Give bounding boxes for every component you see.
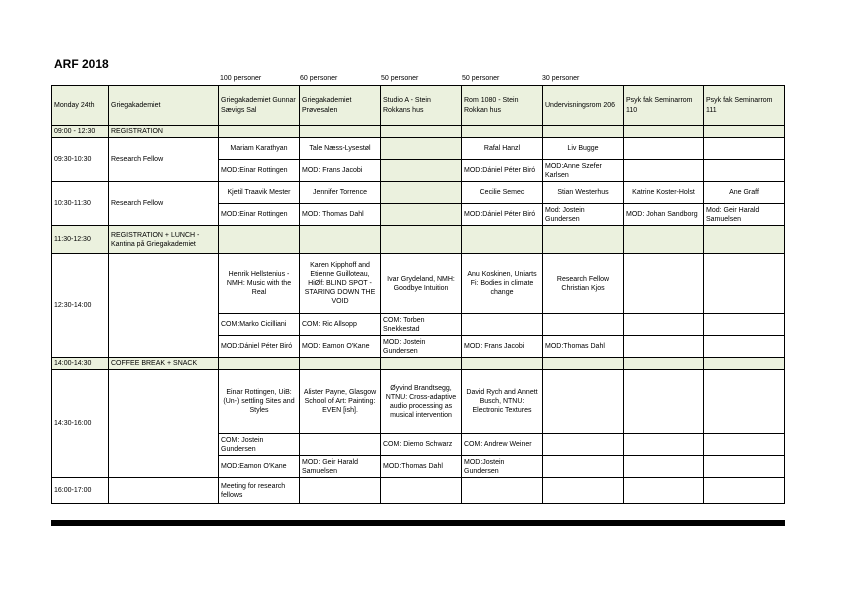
commentator-cell: COM: Diemo Schwarz	[381, 434, 462, 456]
moderator-cell: MOD:Einar Rottingen	[219, 204, 300, 226]
presenter-cell: Ane Graff	[704, 182, 785, 204]
header-room: Rom 1080 - Stein Rokkan hus	[462, 86, 543, 126]
moderator-cell: MOD:Einar Rottingen	[219, 160, 300, 182]
page-title: ARF 2018	[54, 57, 109, 71]
table-bottom-border	[51, 520, 785, 526]
time-cell: 11:30-12:30	[52, 226, 109, 254]
capacity-label: 100 personer	[220, 75, 262, 82]
time-cell: 14:30-16:00	[52, 370, 109, 478]
header-room: Undervisningsrom 206	[543, 86, 624, 126]
presenter-cell: Mariam Karathyan	[219, 138, 300, 160]
header-room: Psyk fak Seminarrom 111	[704, 86, 785, 126]
table-row	[52, 226, 785, 254]
commentator-cell: COM: Torben Snekkestad	[381, 314, 462, 336]
header-day: Monday 24th	[52, 86, 109, 126]
header-venue: Griegakademiet	[109, 86, 219, 126]
capacity-label: 30 personer	[542, 75, 580, 82]
table-row	[52, 126, 785, 138]
commentator-cell: COM: Jostein Gundersen	[219, 434, 300, 456]
table-row	[52, 138, 785, 160]
time-cell: 10:30-11:30	[52, 182, 109, 226]
moderator-cell: MOD: Johan Sandborg	[624, 204, 704, 226]
session-label: Research Fellow	[109, 138, 219, 182]
presenter-cell: Ivar Grydeland, NMH: Goodbye Intuition	[381, 254, 462, 314]
presenter-cell: Alister Payne, Glasgow School of Art: Painting: EVEN [ish].	[300, 370, 381, 434]
moderator-cell: MOD:Dániel Péter Biró	[219, 336, 300, 358]
presenter-cell: Anu Koskinen, Uniarts Fi: Bodies in climate change	[462, 254, 543, 314]
table-row	[52, 254, 785, 314]
moderator-cell: MOD: Geir Harald Samuelsen	[300, 456, 381, 478]
presenter-cell: David Rych and Annett Busch, NTNU: Electronic Textures	[462, 370, 543, 434]
moderator-cell: MOD:Thomas Dahl	[381, 456, 462, 478]
session-label: Research Fellow	[109, 182, 219, 226]
moderator-cell: MOD: Jostein Gundersen	[381, 336, 462, 358]
session-label: REGISTRATION + LUNCH - Kantina på Griegakademiet	[109, 226, 219, 254]
capacity-label: 50 personer	[381, 75, 419, 82]
presenter-cell: Liv Bugge	[543, 138, 624, 160]
commentator-cell: COM: Ric Allsopp	[300, 314, 381, 336]
time-cell: 09:00 - 12:30	[52, 126, 109, 138]
schedule-table	[51, 85, 785, 504]
time-cell: 09:30-10:30	[52, 138, 109, 182]
moderator-cell: MOD:Dániel Péter Biró	[462, 160, 543, 182]
header-room: Studio A - Stein Rokkans hus	[381, 86, 462, 126]
commentator-cell: COM: Andrew Weiner	[462, 434, 543, 456]
moderator-cell: MOD:Anne Szefer Karlsen	[543, 160, 624, 182]
moderator-cell: MOD:Jostein Gundersen	[462, 456, 543, 478]
header-room: Griegakademiet Gunnar Sævigs Sal	[219, 86, 300, 126]
moderator-cell: MOD: Frans Jacobi	[300, 160, 381, 182]
presenter-cell: Karen Kipphoff and Etienne Guilloteau, HiØf: BLIND SPOT - STARING DOWN THE VOID	[300, 254, 381, 314]
header-room: Psyk fak Seminarrom 110	[624, 86, 704, 126]
presenter-cell: Tale Næss-Lysestøl	[300, 138, 381, 160]
presenter-cell: Kjetil Traavik Mester	[219, 182, 300, 204]
time-cell: 14:00-14:30	[52, 358, 109, 370]
table-row	[52, 370, 785, 434]
capacity-label: 50 personer	[462, 75, 500, 82]
presenter-cell: Øyvind Brandtsegg, NTNU: Cross-adaptive audio processing as musical intervention	[381, 370, 462, 434]
header-row	[52, 86, 785, 126]
presenter-cell: Research Fellow Christian Kjos	[543, 254, 624, 314]
capacity-label: 60 personer	[300, 75, 338, 82]
presenter-cell: Meeting for research fellows	[219, 478, 300, 504]
presenter-cell: Cecilie Semec	[462, 182, 543, 204]
presenter-cell: Rafal Hanzl	[462, 138, 543, 160]
moderator-cell: MOD:Dániel Péter Biró	[462, 204, 543, 226]
presenter-cell: Einar Rottingen, UiB: (Un-) settling Sites and Styles	[219, 370, 300, 434]
table-row	[52, 182, 785, 204]
presenter-cell: Henrik Hellstenius - NMH: Music with the Real	[219, 254, 300, 314]
time-cell: 12:30-14:00	[52, 254, 109, 358]
moderator-cell: MOD: Frans Jacobi	[462, 336, 543, 358]
session-label: COFFEE BREAK + SNACK	[109, 358, 219, 370]
moderator-cell: Mod: Geir Harald Samuelsen	[704, 204, 785, 226]
table-row	[52, 358, 785, 370]
presenter-cell: Katrine Koster-Holst	[624, 182, 704, 204]
header-room: Griegakademiet Prøvesalen	[300, 86, 381, 126]
moderator-cell: MOD:Thomas Dahl	[543, 336, 624, 358]
session-label: REGISTRATION	[109, 126, 219, 138]
presenter-cell: Jennifer Torrence	[300, 182, 381, 204]
moderator-cell: MOD: Thomas Dahl	[300, 204, 381, 226]
moderator-cell: MOD:Eamon O'Kane	[219, 456, 300, 478]
commentator-cell: COM:Marko Cicilliani	[219, 314, 300, 336]
time-cell: 16:00-17:00	[52, 478, 109, 504]
moderator-cell: MOD: Eamon O'Kane	[300, 336, 381, 358]
presenter-cell: Stian Westerhus	[543, 182, 624, 204]
moderator-cell: Mod: Jostein Gundersen	[543, 204, 624, 226]
table-row	[52, 478, 785, 504]
